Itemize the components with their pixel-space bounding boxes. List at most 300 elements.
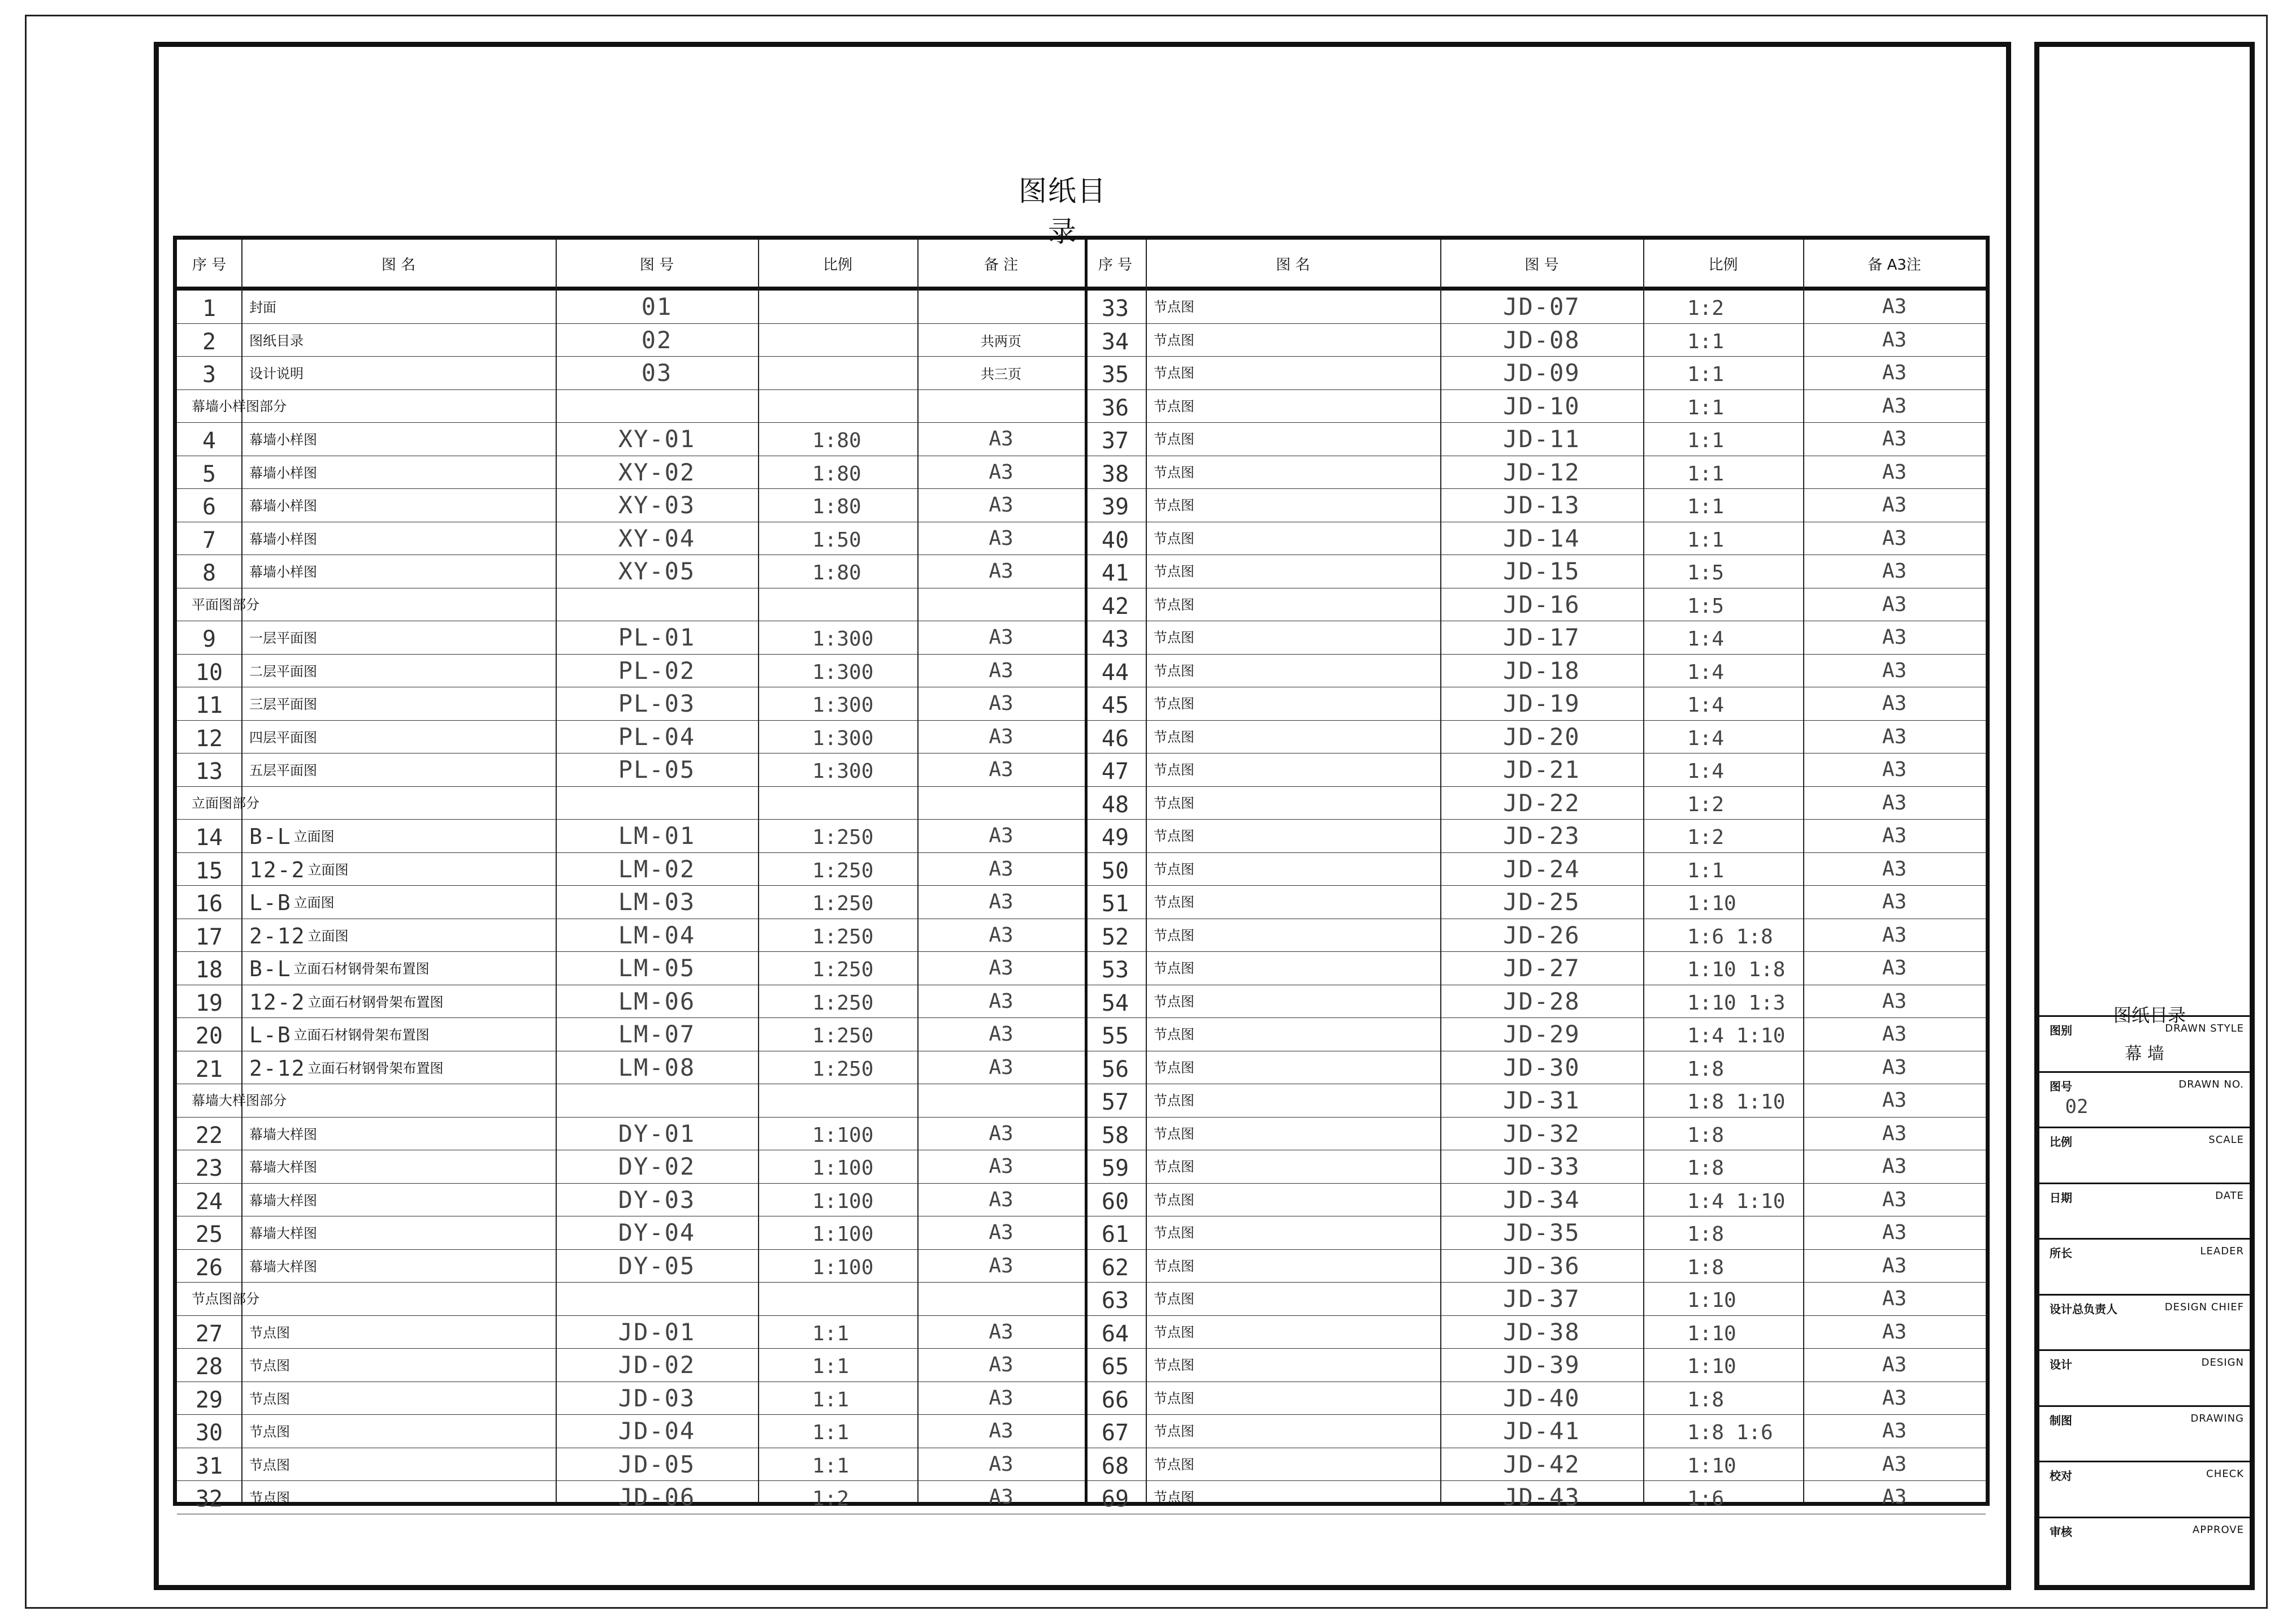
- drawing-code: JD-07: [1503, 293, 1580, 321]
- drawing-scale: 1:1: [1687, 363, 1725, 386]
- drawing-code: XY-01: [618, 425, 696, 453]
- drawing-name: 节点图: [1154, 1456, 1194, 1473]
- drawing-name: [241, 522, 556, 556]
- drawing-code: JD-38: [1503, 1318, 1580, 1346]
- drawing-note: A3: [989, 1023, 1013, 1046]
- drawing-note: A3: [1882, 295, 1907, 318]
- drawing-scale: 1:4 1:10: [1687, 1189, 1786, 1213]
- drawing-name: 节点图: [1154, 696, 1194, 712]
- drawing-name-text: 幕墙大样图: [249, 1192, 317, 1209]
- drawing-name: 节点图: [1154, 299, 1194, 315]
- drawing-code: JD-39: [1503, 1351, 1580, 1379]
- row-number: 53: [1101, 957, 1129, 983]
- table-row: [177, 1349, 1986, 1382]
- drawing-code: LM-04: [618, 921, 696, 949]
- table-row: [177, 588, 1986, 622]
- header-left-scale: 比例: [822, 257, 852, 274]
- drawing-note: A3: [1882, 857, 1907, 881]
- header-right-name: 图 名: [1276, 257, 1310, 274]
- drawing-name-text: 立面图: [293, 895, 335, 911]
- row-number: 23: [195, 1155, 223, 1181]
- drawing-name: 节点图: [1154, 464, 1194, 480]
- drawing-note: 共三页: [981, 366, 1021, 382]
- row-number: 25: [195, 1222, 223, 1248]
- column-divider: [1085, 240, 1088, 1502]
- drawing-scale: 1:6: [1687, 1487, 1725, 1510]
- table-row: [177, 787, 1986, 820]
- drawing-note: A3: [1882, 427, 1907, 451]
- drawing-name: 节点图: [1154, 729, 1194, 745]
- row-number: 1: [202, 296, 216, 322]
- title-block-field: [2039, 1294, 2250, 1349]
- drawing-scale: 1:8 1:10: [1687, 1090, 1786, 1114]
- drawing-scale: 1:2: [1687, 792, 1725, 816]
- table-row: [177, 291, 1986, 324]
- drawing-name: [241, 1481, 556, 1514]
- section-label: 节点图部分: [192, 1291, 259, 1307]
- drawing-note: A3: [989, 725, 1013, 748]
- drawing-code: JD-02: [618, 1351, 696, 1379]
- drawing-name: 节点图: [1154, 1159, 1194, 1175]
- section-label: 幕墙小样图部分: [192, 398, 287, 414]
- drawing-name-text: 节点图: [249, 1457, 290, 1473]
- drawing-name-text: 幕墙小样图: [249, 531, 317, 547]
- drawing-code: LM-01: [618, 822, 696, 850]
- drawing-code: JD-36: [1503, 1251, 1580, 1280]
- drawing-code: 01: [641, 293, 673, 321]
- drawing-code: DY-03: [618, 1185, 696, 1214]
- drawing-code: JD-01: [618, 1318, 696, 1346]
- drawing-scale: 1:8: [1687, 1123, 1725, 1147]
- drawing-name: [241, 357, 556, 390]
- table-row: [177, 324, 1986, 357]
- row-number: 15: [195, 858, 223, 884]
- table-header: [177, 240, 1986, 291]
- row-number: 42: [1101, 593, 1129, 620]
- drawing-code: JD-19: [1503, 690, 1580, 717]
- row-number: 7: [202, 527, 216, 553]
- drawing-scale: 1:250: [812, 1057, 874, 1081]
- table-row: [177, 919, 1986, 952]
- title-block-title: 图纸目录: [2113, 1004, 2186, 1026]
- page-title: 图纸目录: [1019, 175, 1107, 248]
- row-number: 24: [195, 1188, 223, 1215]
- drawing-code: 03: [641, 359, 673, 387]
- drawing-scale: 1:80: [812, 429, 861, 452]
- row-number: 31: [195, 1453, 223, 1479]
- drawing-note: A3: [1882, 592, 1907, 616]
- drawing-name: [241, 1250, 556, 1283]
- drawing-code: XY-05: [618, 557, 696, 585]
- drawing-note: A3: [989, 526, 1013, 550]
- drawing-name: 节点图: [1154, 1225, 1194, 1241]
- row-number: 8: [202, 560, 216, 586]
- table-row: [177, 423, 1986, 456]
- drawing-scale: 1:1: [1687, 495, 1725, 518]
- drawing-note: A3: [989, 758, 1013, 781]
- drawing-name: 节点图: [1154, 1390, 1194, 1406]
- section-label: 平面图部分: [192, 596, 259, 613]
- drawing-name: 节点图: [1154, 1093, 1194, 1108]
- drawing-name: 节点图: [1154, 861, 1194, 877]
- header-left-note: 备 注: [984, 257, 1019, 274]
- title-block-field: [2039, 1127, 2250, 1182]
- drawing-code: JD-17: [1503, 623, 1580, 651]
- row-number: 66: [1101, 1387, 1129, 1413]
- drawing-scale: 1:250: [812, 925, 874, 949]
- drawing-name-text: 立面图: [307, 928, 349, 944]
- table-row: [177, 886, 1986, 919]
- drawing-scale: 1:5: [1687, 594, 1725, 618]
- row-number: 11: [195, 692, 223, 718]
- drawing-name-text: 立面图: [307, 861, 349, 878]
- drawing-name: 节点图: [1154, 1423, 1194, 1439]
- title-block-field: [2039, 1071, 2250, 1127]
- drawing-scale: 1:1: [812, 1322, 850, 1345]
- header-right-code: 图 号: [1524, 257, 1559, 274]
- drawing-name: 节点图: [1154, 795, 1194, 811]
- drawing-code: JD-15: [1503, 557, 1580, 585]
- table-row: [177, 1051, 1986, 1085]
- field-label-cn: 校对: [2050, 1469, 2072, 1483]
- drawing-code: JD-03: [618, 1384, 696, 1412]
- drawing-name: 节点图: [1154, 431, 1194, 447]
- drawing-note: A3: [1882, 659, 1907, 682]
- drawing-note: A3: [1882, 626, 1907, 649]
- row-number: 19: [195, 990, 223, 1016]
- table-row: [177, 1118, 1986, 1151]
- drawing-note: A3: [1882, 1386, 1907, 1410]
- drawing-note: 共两页: [981, 333, 1021, 349]
- row-number: 50: [1101, 858, 1129, 884]
- drawing-note: A3: [989, 956, 1013, 980]
- drawing-scale: 1:2: [1687, 826, 1725, 849]
- drawing-index-table: [173, 236, 1990, 1512]
- drawing-note: A3: [989, 890, 1013, 913]
- drawing-note: A3: [1882, 328, 1907, 352]
- header-left-code: 图 号: [639, 257, 674, 274]
- drawing-name: 节点图: [1154, 762, 1194, 778]
- drawing-name: [241, 952, 556, 985]
- drawing-code: DY-05: [618, 1251, 696, 1280]
- drawing-name: 节点图: [1154, 1059, 1194, 1076]
- row-number: 60: [1101, 1188, 1129, 1215]
- drawing-name: [241, 423, 556, 456]
- header-left-name: 图 名: [381, 257, 416, 274]
- drawing-name: [241, 1018, 556, 1051]
- drawing-scale: 1:250: [812, 991, 874, 1015]
- section-label: 幕墙大样图部分: [192, 1093, 287, 1108]
- column-divider: [556, 240, 557, 1502]
- drawing-code: LM-07: [618, 1020, 696, 1048]
- drawing-name-axis: B-L: [249, 956, 292, 981]
- row-number: 35: [1101, 362, 1129, 388]
- drawing-name: [241, 687, 556, 721]
- drawing-name: 节点图: [1154, 630, 1194, 646]
- drawing-scale: 1:8: [1687, 1157, 1725, 1180]
- drawing-code: JD-41: [1503, 1417, 1580, 1445]
- drawing-name: [241, 324, 556, 357]
- drawing-scale: 1:10 1:8: [1687, 958, 1786, 981]
- title-block-field: [2039, 1517, 2250, 1572]
- drawing-code: JD-22: [1503, 789, 1580, 817]
- column-divider: [241, 240, 242, 1502]
- header-right-note: 备 A3注: [1868, 257, 1921, 274]
- drawing-scale: 1:10: [1687, 1322, 1736, 1345]
- table-row: [177, 952, 1986, 985]
- drawing-scale: 1:5: [1687, 561, 1725, 584]
- drawing-name-text: 节点图: [249, 1490, 290, 1506]
- drawing-name: 节点图: [1154, 894, 1194, 910]
- row-number: 30: [195, 1420, 223, 1446]
- table-row: [177, 1316, 1986, 1349]
- table-row: [177, 1018, 1986, 1051]
- title-block-field: [2039, 1183, 2250, 1238]
- drawing-name: [241, 1184, 556, 1217]
- drawing-code: JD-16: [1503, 590, 1580, 618]
- drawing-name-text: 幕墙小样图: [249, 564, 317, 580]
- drawing-code: JD-12: [1503, 458, 1580, 486]
- row-number: 40: [1101, 527, 1129, 553]
- drawing-name: 节点图: [1154, 365, 1194, 381]
- table-row: [177, 1250, 1986, 1283]
- drawing-code: LM-03: [618, 888, 696, 916]
- row-number: 69: [1101, 1486, 1129, 1512]
- row-number: 2: [202, 328, 216, 355]
- field-label-cn: 日期: [2050, 1190, 2072, 1205]
- drawing-code: JD-33: [1503, 1153, 1580, 1180]
- drawing-code: JD-26: [1503, 921, 1580, 949]
- header-left-no: 序 号: [192, 257, 227, 274]
- drawing-note: A3: [1882, 460, 1907, 484]
- drawing-name-text: 四层平面图: [249, 729, 317, 746]
- drawing-name: [241, 1051, 556, 1085]
- drawing-note: A3: [1882, 493, 1907, 517]
- row-number: 48: [1101, 791, 1129, 818]
- drawing-name-text: 幕墙小样图: [249, 498, 317, 514]
- row-number: 32: [195, 1486, 223, 1512]
- drawing-name-text: 一层平面图: [249, 630, 317, 646]
- drawing-code: JD-40: [1503, 1384, 1580, 1412]
- table-row: [177, 1382, 1986, 1415]
- drawing-name: 节点图: [1154, 1125, 1194, 1142]
- drawing-name: [241, 1448, 556, 1482]
- row-number: 59: [1101, 1155, 1129, 1181]
- section-label: 立面图部分: [192, 795, 259, 811]
- table-row: [177, 357, 1986, 390]
- drawing-name-axis: 12-2: [249, 857, 306, 882]
- drawing-code: LM-08: [618, 1053, 696, 1081]
- drawing-note: A3: [1882, 560, 1907, 583]
- drawing-scale: 1:8 1:6: [1687, 1421, 1773, 1444]
- drawing-code: JD-29: [1503, 1020, 1580, 1048]
- drawing-name-text: 幕墙大样图: [249, 1225, 317, 1241]
- row-number: 41: [1101, 560, 1129, 586]
- drawing-name: [241, 456, 556, 490]
- drawing-note: A3: [1882, 1254, 1907, 1277]
- table-row: [177, 985, 1986, 1019]
- drawing-scale: 1:6 1:8: [1687, 925, 1773, 949]
- drawing-scale: 1:250: [812, 859, 874, 882]
- drawing-code: JD-09: [1503, 359, 1580, 387]
- drawing-name: 节点图: [1154, 1324, 1194, 1340]
- drawing-scale: 1:2: [812, 1487, 850, 1510]
- drawing-name-text: 立面石材钢骨架布置图: [307, 994, 444, 1010]
- drawing-scale: 1:250: [812, 958, 874, 981]
- drawing-name-text: 立面石材钢骨架布置图: [293, 1027, 430, 1043]
- drawing-name-text: 二层平面图: [249, 663, 317, 679]
- row-number: 17: [195, 924, 223, 950]
- table-row: [177, 489, 1986, 522]
- row-number: 38: [1101, 461, 1129, 487]
- drawing-name-axis: 2-12: [249, 1055, 306, 1081]
- row-number: 58: [1101, 1122, 1129, 1149]
- drawing-note: A3: [1882, 1188, 1907, 1211]
- table-row: [177, 555, 1986, 588]
- drawing-name: 节点图: [1154, 1258, 1194, 1274]
- title-block-field: [2039, 1349, 2250, 1405]
- row-number: 26: [195, 1254, 223, 1281]
- drawing-scale: 1:10 1:3: [1687, 991, 1786, 1015]
- row-number: 22: [195, 1122, 223, 1149]
- row-number: 49: [1101, 825, 1129, 851]
- drawing-name: 节点图: [1154, 1027, 1194, 1042]
- drawing-note: A3: [1882, 1155, 1907, 1178]
- row-number: 5: [202, 461, 216, 487]
- drawing-name: [241, 985, 556, 1019]
- drawing-name-axis: 12-2: [249, 989, 306, 1015]
- drawing-scale: 1:8: [1687, 1388, 1725, 1411]
- drawing-code: JD-10: [1503, 392, 1580, 420]
- drawing-name: [241, 853, 556, 886]
- drawing-name: 节点图: [1154, 960, 1194, 976]
- drawing-code: JD-27: [1503, 954, 1580, 982]
- drawing-name-text: 立面石材钢骨架布置图: [307, 1060, 444, 1076]
- drawing-note: A3: [989, 427, 1013, 451]
- field-label-cn: 图别: [2050, 1024, 2072, 1037]
- drawing-name: [241, 1415, 556, 1448]
- title-block-field: [2039, 1405, 2250, 1461]
- drawing-name-text: 图纸目录: [249, 332, 304, 349]
- row-number: 10: [195, 659, 223, 686]
- table-row: [177, 1415, 1986, 1448]
- field-label-cn: 设计总负责人: [2050, 1302, 2117, 1316]
- row-number: 29: [195, 1387, 223, 1413]
- drawing-name: 节点图: [1154, 497, 1194, 513]
- drawing-note: A3: [989, 1055, 1013, 1079]
- drawing-name: [241, 291, 556, 324]
- drawing-name-text: 幕墙小样图: [249, 432, 317, 448]
- drawing-name: [241, 1216, 556, 1250]
- drawing-note: A3: [989, 824, 1013, 847]
- drawing-name-text: 幕墙大样图: [249, 1159, 317, 1175]
- drawing-code: XY-03: [618, 491, 696, 519]
- drawing-name: 节点图: [1154, 828, 1194, 844]
- drawing-note: A3: [989, 1486, 1013, 1509]
- drawing-note: A3: [1882, 1023, 1907, 1046]
- drawing-note: A3: [1882, 1055, 1907, 1079]
- drawing-scale: 1:1: [1687, 859, 1725, 882]
- drawing-scale: 1:100: [812, 1157, 874, 1180]
- drawing-scale: 1:100: [812, 1255, 874, 1279]
- drawing-scale: 1:250: [812, 892, 874, 915]
- drawing-scale: 1:4: [1687, 627, 1725, 651]
- row-number: 56: [1101, 1056, 1129, 1082]
- table-row: [177, 1150, 1986, 1184]
- drawing-code: JD-08: [1503, 326, 1580, 354]
- title-block-field: [2039, 1238, 2250, 1293]
- drawing-name: [241, 886, 556, 919]
- drawing-name-text: 幕墙小样图: [249, 465, 317, 481]
- drawing-note: A3: [989, 1452, 1013, 1476]
- drawing-code: JD-43: [1503, 1483, 1580, 1511]
- drawing-code: JD-14: [1503, 524, 1580, 552]
- row-number: 62: [1101, 1254, 1129, 1281]
- drawing-code: PL-05: [618, 756, 696, 783]
- drawing-scale: 1:10: [1687, 1454, 1736, 1478]
- drawing-name-text: 封面: [249, 300, 276, 315]
- drawing-scale: 1:4: [1687, 760, 1725, 783]
- drawing-name-text: 立面石材钢骨架布置图: [293, 961, 430, 977]
- row-number: 68: [1101, 1453, 1129, 1479]
- drawing-scale: 1:100: [812, 1223, 874, 1246]
- drawing-name: 节点图: [1154, 927, 1194, 943]
- drawing-scale: 1:300: [812, 660, 874, 684]
- drawing-code: DY-02: [618, 1153, 696, 1180]
- field-label-cn: 制图: [2050, 1413, 2072, 1427]
- drawing-scale: 1:4: [1687, 660, 1725, 684]
- column-divider: [1146, 240, 1147, 1502]
- drawing-note: A3: [989, 857, 1013, 881]
- drawing-note: A3: [1882, 1221, 1907, 1244]
- drawing-scale: 1:1: [1687, 396, 1725, 419]
- table-row: [177, 655, 1986, 688]
- drawing-name: [241, 1118, 556, 1151]
- drawing-note: A3: [989, 493, 1013, 517]
- row-number: 63: [1101, 1288, 1129, 1314]
- drawing-note: A3: [1882, 1089, 1907, 1112]
- column-divider: [917, 240, 919, 1502]
- row-number: 9: [202, 626, 216, 652]
- drawing-scale: 1:4: [1687, 726, 1725, 750]
- drawing-code: JD-21: [1503, 756, 1580, 783]
- field-label-en: DATE: [2215, 1189, 2244, 1202]
- row-number: 43: [1101, 626, 1129, 652]
- drawing-name: [241, 1316, 556, 1349]
- table-row: [177, 820, 1986, 853]
- drawing-note: A3: [989, 626, 1013, 649]
- row-number: 45: [1101, 692, 1129, 718]
- drawing-note: A3: [989, 1419, 1013, 1443]
- drawing-name-axis: L-B: [249, 890, 292, 915]
- row-number: 61: [1101, 1222, 1129, 1248]
- drawing-name: [241, 489, 556, 522]
- row-number: 57: [1101, 1089, 1129, 1115]
- drawing-name-text: 节点图: [249, 1358, 290, 1374]
- drawing-name-axis: 2-12: [249, 923, 306, 949]
- drawing-scale: 1:100: [812, 1123, 874, 1147]
- drawing-note: A3: [989, 659, 1013, 682]
- drawing-scale: 1:8: [1687, 1057, 1725, 1081]
- field-label-en: APPROVE: [2192, 1523, 2244, 1536]
- table-row: [177, 753, 1986, 787]
- column-divider: [1803, 240, 1804, 1502]
- drawing-name: [241, 1150, 556, 1184]
- header-right-scale: 比例: [1708, 257, 1738, 274]
- drawing-code: JD-20: [1503, 722, 1580, 751]
- drawing-note: A3: [1882, 956, 1907, 980]
- drawing-note: A3: [989, 1353, 1013, 1376]
